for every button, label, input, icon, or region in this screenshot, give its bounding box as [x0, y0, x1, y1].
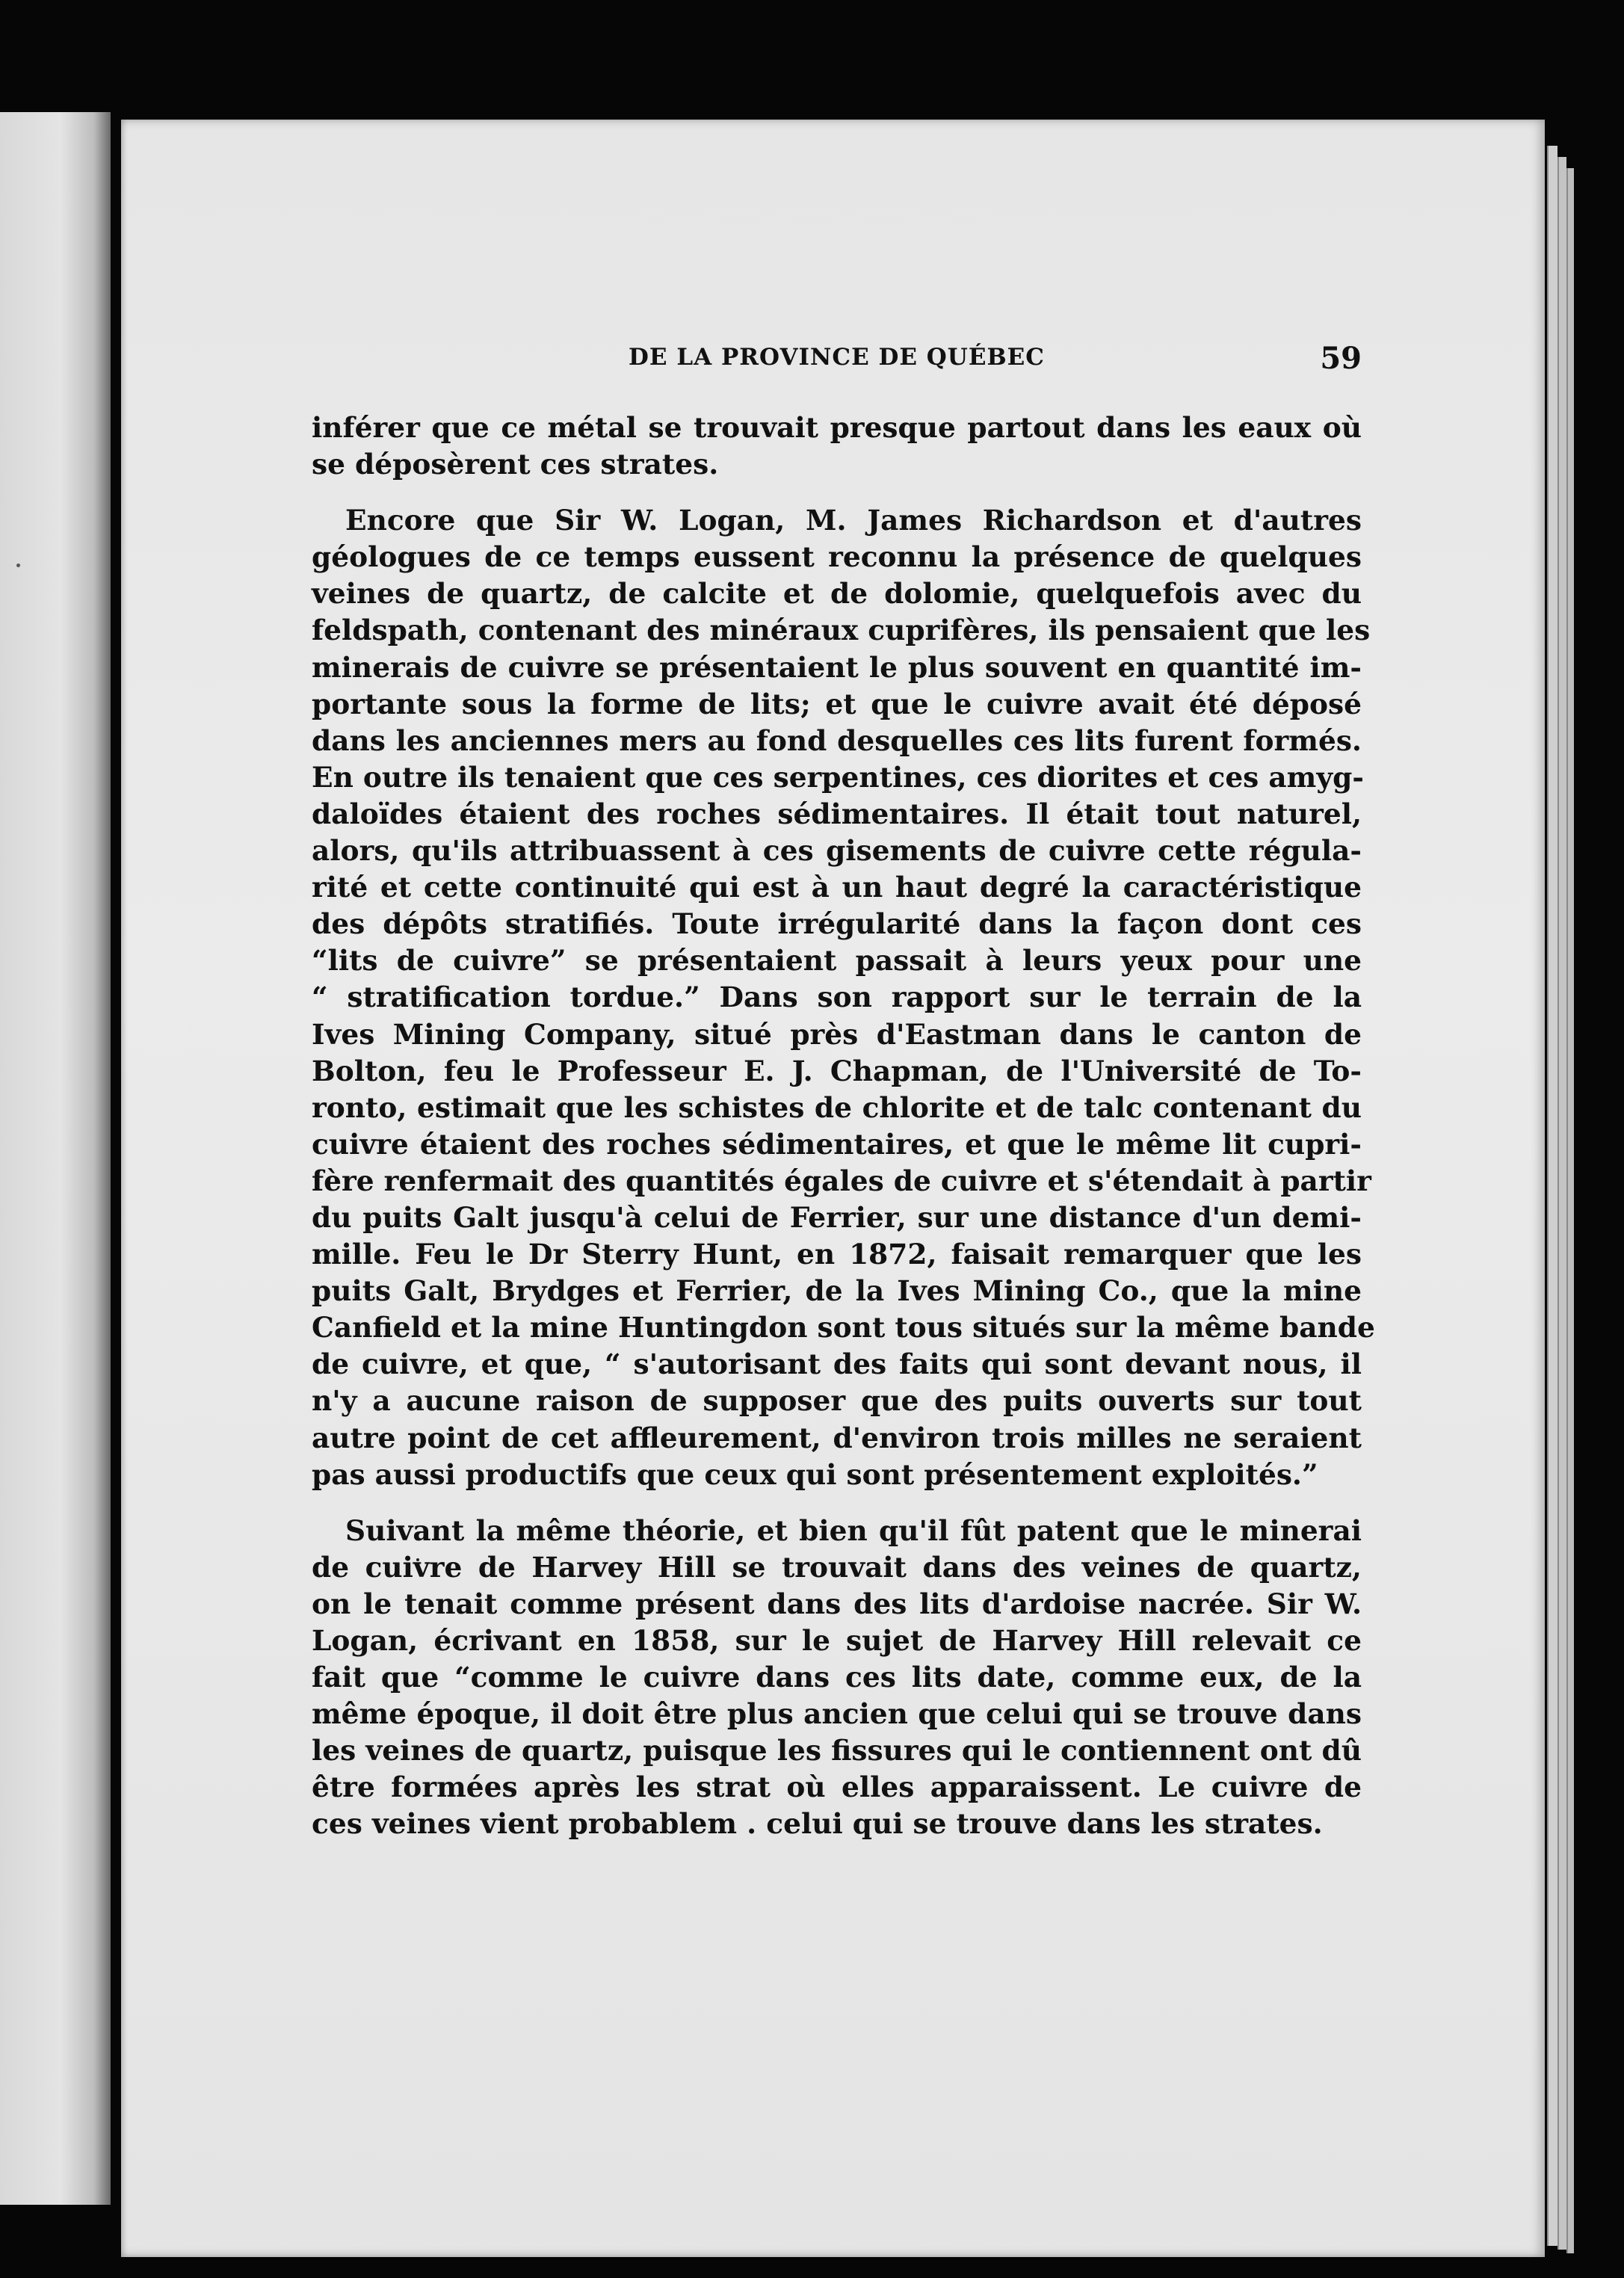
text-line: mille. Feu le Dr Sterry Hunt, en 1872, faisait remarquer que les: [312, 1238, 1362, 1271]
text-line: ronto, estimait que les schistes de chlorite et de talc contenant du: [312, 1090, 1362, 1124]
text-line: de cuivre de Harvey Hill se trouvait dans des veines de quartz,: [312, 1550, 1362, 1584]
page-edge-stack: [1557, 157, 1566, 2250]
text-line: n'y a aucune raison de supposer que des puits ouverts sur tout: [312, 1384, 1362, 1418]
page-text-block: [312, 341, 1375, 1843]
text-line: feldspath, contenant des minéraux cuprifères, ils pensaient que les: [312, 614, 1371, 647]
paragraph: [312, 1513, 1362, 1843]
text-line: Bolton, feu le Professeur E. J. Chapman, de l'Université de To-: [312, 1054, 1362, 1087]
text-line: de cuivre, et que, “ s'autorisant des faits qui sont devant nous, il: [312, 1348, 1362, 1381]
text-line: pas aussi productifs que ceux qui sont présentement exploités.”: [312, 1457, 1318, 1491]
text-line: inférer que ce métal se trouvait presque partout dans les eaux où: [312, 411, 1362, 444]
text-line: du puits Galt jusqu'à celui de Ferrier, sur une distance d'un demi-: [312, 1200, 1362, 1234]
running-title: DE LA PROVINCE DE QUÉBEC: [629, 344, 1045, 371]
text-line: autre point de cet affleurement, d'environ trois milles ne seraient: [312, 1421, 1362, 1454]
text-line: rité et cette continuité qui est à un haut degré la caractéristique: [312, 871, 1362, 904]
text-line: être formées après les strat où elles apparaissent. Le cuivre de: [312, 1771, 1362, 1804]
text-line: on le tenait comme présent dans des lits d'ardoise nacrée. Sir W.: [312, 1587, 1362, 1620]
paragraph: [312, 410, 1362, 483]
text-line: Canfield et la mine Huntingdon sont tous situés sur la même bande: [312, 1311, 1375, 1345]
text-line: Suivant la même théorie, et bien qu'il fût patent que le minerai: [345, 1513, 1362, 1547]
text-line: Logan, écrivant en 1858, sur le sujet de Harvey Hill relevait ce: [312, 1624, 1362, 1657]
running-header: [312, 341, 1362, 389]
paragraph: [312, 502, 1375, 1493]
text-line: les veines de quartz, puisque les fissures qui le contiennent ont dû: [312, 1734, 1362, 1768]
page-number: 59: [1320, 341, 1362, 376]
text-line: alors, qu'ils attribuassent à ces gisements de cuivre cette régula-: [312, 834, 1362, 868]
text-line: En outre ils tenaient que ces serpentines, ces diorites et ces amyg-: [312, 760, 1364, 794]
text-line: daloïdes étaient des roches sédimentaires. Il était tout naturel,: [312, 797, 1362, 830]
text-line: même époque, il doit être plus ancien que celui qui se trouve dans: [312, 1697, 1362, 1731]
text-line: dans les anciennes mers au fond desquelles ces lits furent formés.: [312, 723, 1362, 757]
text-line: Ives Mining Company, situé près d'Eastman dans le canton de: [312, 1017, 1362, 1051]
book-page: [121, 120, 1545, 2257]
text-line: fait que “comme le cuivre dans ces lits date, comme eux, de la: [312, 1661, 1362, 1694]
text-line: portante sous la forme de lits; et que le cuivre avait été déposé: [312, 687, 1362, 720]
text-line: se déposèrent ces strates.: [312, 448, 719, 481]
page-edge-stack: [1547, 146, 1557, 2246]
text-line: Encore que Sir W. Logan, M. James Richardson et d'autres: [345, 504, 1362, 537]
text-line: puits Galt, Brydges et Ferrier, de la Ives Mining Co., que la mine: [312, 1274, 1362, 1308]
text-line: géologues de ce temps eussent reconnu la présence de quelques: [312, 540, 1362, 574]
page-edge-stack: [1566, 168, 1574, 2253]
facing-page-edge: [0, 112, 111, 2205]
ink-speck: [16, 564, 20, 567]
text-line: “ stratification tordue.” Dans son rapport sur le terrain de la: [312, 981, 1362, 1014]
text-line: fère renfermait des quantités égales de cuivre et s'étendait à partir: [312, 1164, 1371, 1197]
text-line: cuivre étaient des roches sédimentaires, et que le même lit cupri-: [312, 1127, 1362, 1161]
text-line: “lits de cuivre” se présentaient passait à leurs yeux pour une: [312, 944, 1362, 978]
text-line: veines de quartz, de calcite et de dolomie, quelquefois avec du: [312, 577, 1362, 611]
text-line: des dépôts stratifiés. Toute irrégularité dans la façon dont ces: [312, 907, 1362, 941]
text-line: ces veines vient probablem . celui qui se trouve dans les strates.: [312, 1807, 1323, 1841]
text-line: minerais de cuivre se présentaient le plus souvent en quantité im-: [312, 650, 1362, 684]
